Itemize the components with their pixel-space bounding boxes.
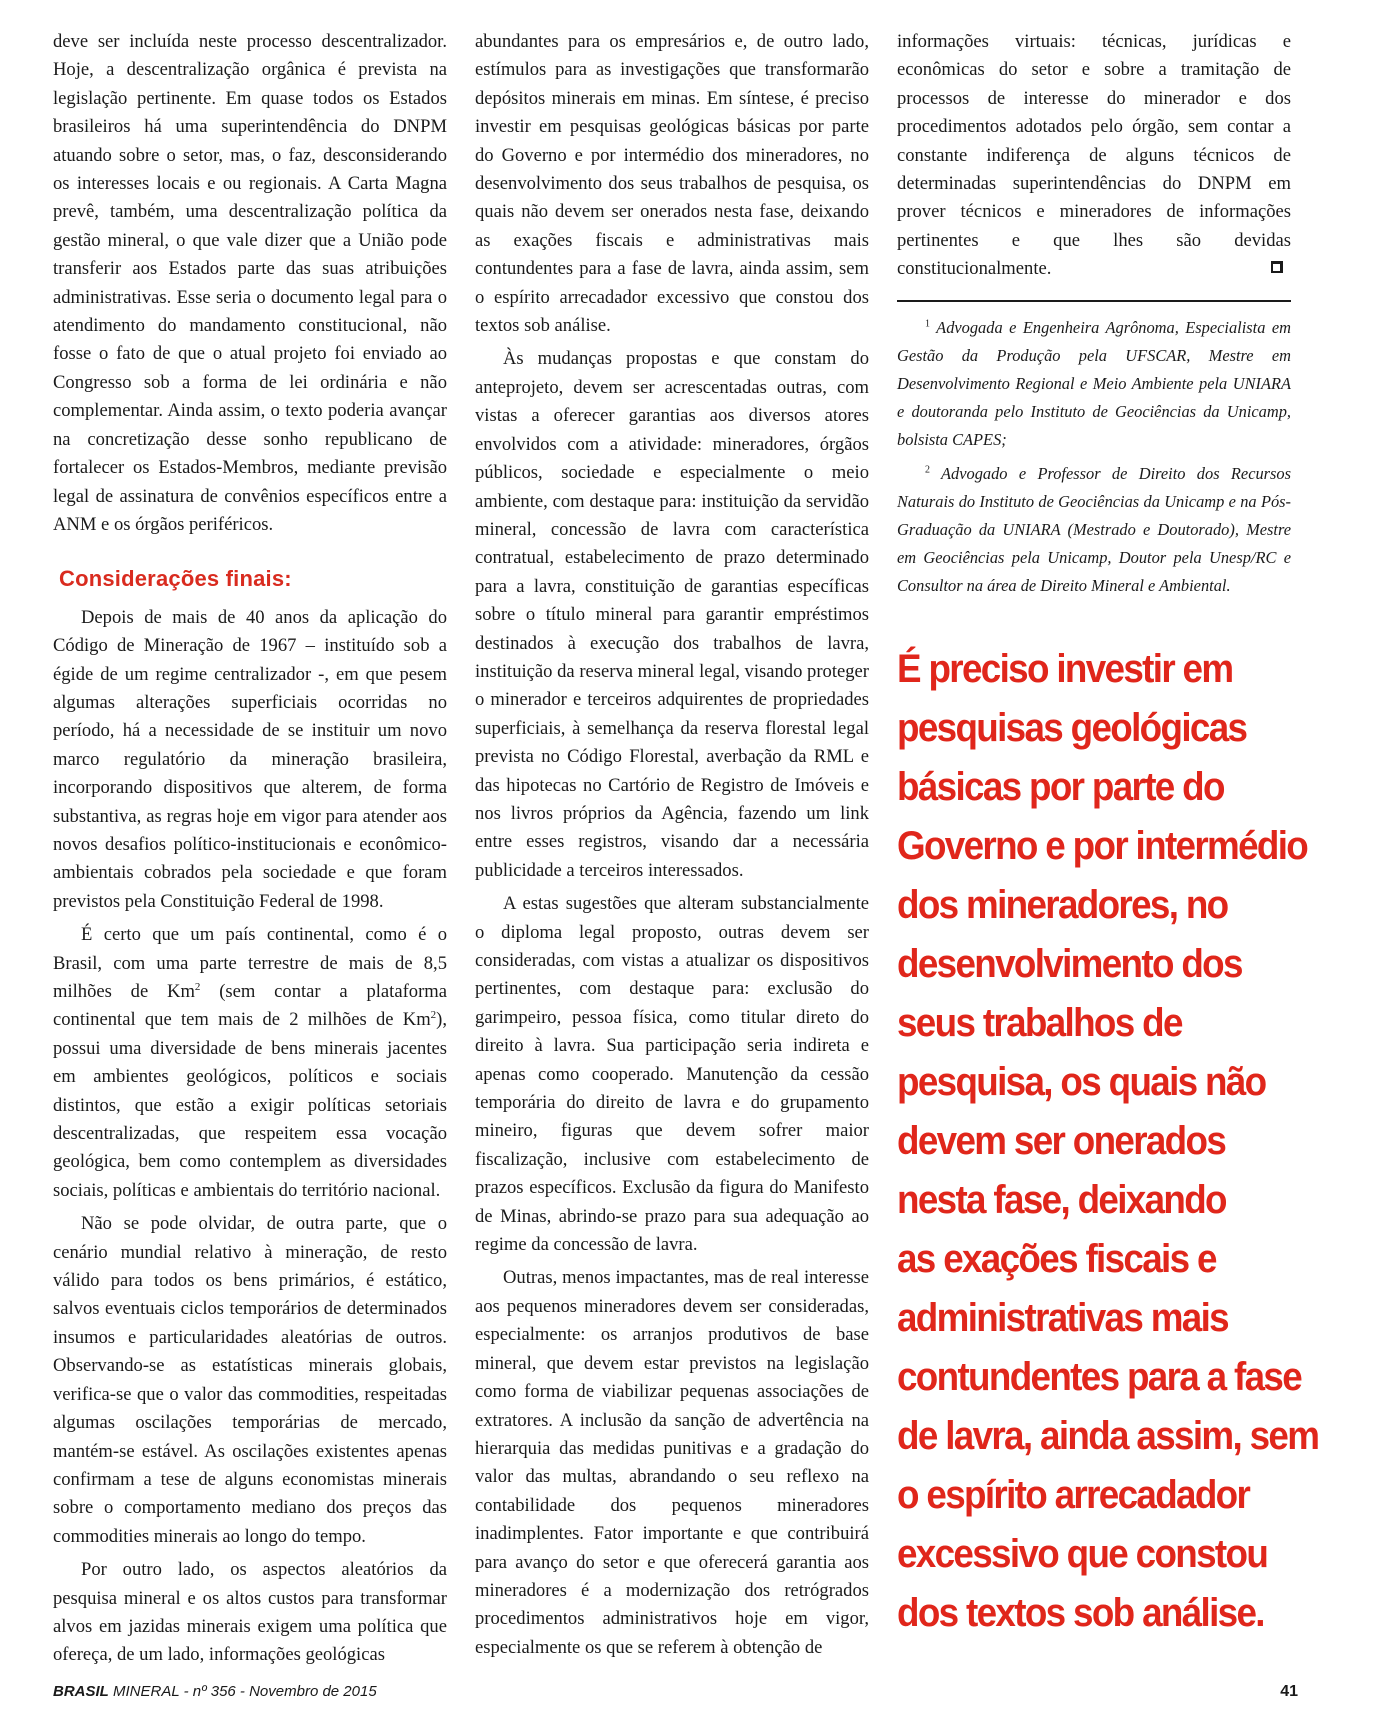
pull-quote-line: nesta fase, deixando bbox=[897, 1178, 1226, 1222]
paragraph: deve ser incluída neste processo descentralizador. Hoje, a descentralização orgânica é prevista na legislação pertinente. Em quase todos os Estados brasileiros há uma superintendência do DNPM atuando sobre o setor, mas, o faz, desconsiderando os interesses locais e ou regionais. A Carta Magna prevê, também, uma descentralização política da gestão mineral, o que vale dizer que a União pode transferir aos Estados parte das suas atribuições administrativas. Esse seria o documento legal para o atendimento do mandamento constitucional, não fosse o fato de que o atual projeto foi enviado ao Congresso sob a forma de lei ordinária e não complementar. Ainda assim, o texto poderia avançar na concretização desse sonho republicano de fortalecer os Estados-Membros, mediante previsão legal de assinatura de convênios específicos entre a ANM e os órgãos periféricos. bbox=[53, 31, 447, 535]
footnote-2: $^2$ Advogado e Professor de Direito dos Recursos Naturais do Instituto de Geociências da Unicamp e na Pós-Graduação da UNIARA (Mestrado e Doutorado), Mestre em Geociências pela Unicamp, Doutor pela Unesp/RC e Consultor na área de Direito Mineral e Ambiental. bbox=[897, 463, 1291, 596]
footnote-divider bbox=[897, 300, 1291, 302]
pull-quote-line: dos mineradores, no bbox=[897, 883, 1228, 927]
pull-quote-line: Governo e por intermédio bbox=[897, 824, 1308, 868]
magazine-info: BRASIL MINERAL - nº 356 - Novembro de 2015 bbox=[53, 1683, 377, 1700]
paragraph: Às mudanças propostas e que constam do anteprojeto, devem ser acrescentadas outras, com vistas a oferecer garantias aos diversos atores envolvidos com a atividade: mineradores, órgãos públicos, sociedade e especialmente o meio ambiente, com destaque para: instituição da servidão mineral, concessão de lavra com característica contratual, estabelecimento de prazo determinado para a lavra, constituição de garantias específicas sobre o título mineral para garantir empréstimos destinados à execução dos trabalhos de lavra, instituição da reserva mineral legal, visando proteger o minerador e terceiros adquirentes de propriedades superficiais, à semelhança da reserva florestal legal prevista no Código Florestal, averbação da RML e das hipotecas no Cartório de Registro de Imóveis e nos livros próprios da Agência, fazendo um link entre esses registros, visando dar a necessária publicidade a terceiros interessados. bbox=[475, 348, 869, 881]
article-column-2 bbox=[475, 28, 869, 1667]
pull-quote-line: básicas por parte do bbox=[897, 765, 1224, 809]
paragraph: É certo que um país continental, como é o Brasil, com uma parte terrestre de mais de 8,5 milhões de Km$^2$ (sem contar a plataforma continental que tem mais de 2 milhões de Km$^2$), possui uma diversidade de bens minerais jacentes em ambientes geológicos, políticos e sociais distintos, que estão a exigir políticas setoriais descentralizadas, que respeitem essa vocação geológica, bem como contemplem as diversidades sociais, políticas e ambientais do território nacional. bbox=[53, 924, 447, 1201]
footnote-1: $^1$ Advogada e Engenheira Agrônoma, Especialista em Gestão da Produção pela UFSCAR, Mestre em Desenvolvimento Regional e Meio Ambiente pela UNIARA e doutoranda pelo Instituto de Geociências da Unicamp, bolsista CAPES; bbox=[897, 317, 1291, 450]
paragraph: abundantes para os empresários e, de outro lado, estímulos para as investigações que transformarão depósitos minerais em minas. Em síntese, é preciso investir em pesquisas geológicas básicas por parte do Governo e por intermédio dos mineradores, no desenvolvimento dos seus trabalhos de pesquisa, os quais não devem ser onerados nesta fase, deixando as exações fiscais e administrativas mais contundentes para a fase de lavra, ainda assim, sem o espírito arrecadador excessivo que constou dos textos sob análise. bbox=[475, 31, 869, 337]
pull-quote-line: contundentes para a fase bbox=[897, 1355, 1302, 1399]
paragraph: informações virtuais: técnicas, jurídicas e econômicas do setor e sobre a tramitação de processos de interesse do minerador e dos procedimentos adotados pelo órgão, sem contar a constante indiferença de alguns técnicos de determinadas superintendências do DNPM em prover técnicos e mineradores de informações pertinentes e que lhes são devidas constitucionalmente. bbox=[897, 31, 1291, 280]
pull-quote-line: devem ser onerados bbox=[897, 1119, 1226, 1163]
article-column-3 bbox=[897, 28, 1291, 606]
pull-quote-line: administrativas mais bbox=[897, 1296, 1228, 1340]
paragraph: Depois de mais de 40 anos da aplicação do Código de Mineração de 1967 – instituído sob a égide de um regime centralizador -, em que pesem algumas alterações superficiais ocorridas no período, há a necessidade de se instituir um novo marco regulatório da mineração brasileira, incorporando dispositivos que alterem, de forma substantiva, as regras hoje em vigor para atender aos novos desafios político-institucionais e econômico-ambientais cobrados pela sociedade e que foram previstos pela Constituição Federal de 1998. bbox=[53, 606, 447, 912]
paragraph: Não se pode olvidar, de outra parte, que o cenário mundial relativo à mineração, de resto válido para todos os bens primários, é estático, salvos eventuais ciclos temporários de determinados insumos e particularidades aleatórias de outros. Observando-se as estatísticas minerais globais, verifica-se que o valor das commodities, respeitadas algumas oscilações temporárias de mercado, mantém-se estável. As oscilações existentes apenas confirmam a tese de alguns economistas minerais sobre o comportamento mediano dos preços das commodities minerais ao longo do tempo. bbox=[53, 1213, 447, 1547]
paragraph: A estas sugestões que alteram substancialmente o diploma legal proposto, outras devem ser consideradas, com vistas a atualizar os dispositivos pertinentes, com destaque para: exclusão do garimpeiro, pessoa física, como titular direto do direito à lavra. Sua participação seria indireta e apenas como cooperado. Manutenção da cessão temporária do direito de lavra e do grupamento mineiro, figuras que devem sofrer maior fiscalização, inclusive com estabelecimento de prazos específicos. Exclusão da figura do Manifesto de Minas, abrindo-se prazo para sua adequação ao regime da concessão de lavra. bbox=[475, 893, 869, 1256]
pull-quote-line: de lavra, ainda assim, sem bbox=[897, 1414, 1319, 1458]
pull-quote-line: pesquisas geológicas bbox=[897, 706, 1247, 750]
pull-quote-line: pesquisa, os quais não bbox=[897, 1060, 1266, 1104]
article-column-1 bbox=[53, 28, 447, 1675]
page-number: 41 bbox=[1280, 1683, 1298, 1700]
page-footer bbox=[53, 1683, 1298, 1700]
paragraph: Outras, menos impactantes, mas de real interesse aos pequenos mineradores devem ser consideradas, especialmente: os arranjos produtivos de base mineral, que devem estar previstos na legislação como forma de viabilizar pequenas associações de extratores. A inclusão da sanção de advertência na hierarquia das medidas punitivas e a gradação do valor das multas, abrandando o seu reflexo na contabilidade dos pequenos mineradores inadimplentes. Fator importante e que contribuirá para avanço do setor e que oferecerá garantia aos mineradores é a modernização dos retrógrados procedimentos administrativos hoje em vigor, especialmente os que se referem à obtenção de bbox=[475, 1267, 869, 1658]
pull-quote-line: as exações fiscais e bbox=[897, 1237, 1216, 1281]
end-of-article-icon bbox=[1271, 261, 1283, 273]
pull-quote-line: dos textos sob análise. bbox=[897, 1591, 1264, 1635]
paragraph: Por outro lado, os aspectos aleatórios da pesquisa mineral e os altos custos para transformar alvos em jazidas minerais exigem uma política que ofereça, de um lado, informações geológicas bbox=[53, 1559, 447, 1666]
pull-quote-line: o espírito arrecadador bbox=[897, 1473, 1250, 1517]
pull-quote-line: seus trabalhos de bbox=[897, 1001, 1182, 1045]
pull-quote-line: É preciso investir em bbox=[897, 647, 1233, 691]
section-heading: Considerações finais: bbox=[59, 566, 292, 592]
pull-quote bbox=[897, 640, 1319, 1643]
pull-quote-line: excessivo que constou bbox=[897, 1532, 1268, 1576]
pull-quote-line: desenvolvimento dos bbox=[897, 942, 1242, 986]
